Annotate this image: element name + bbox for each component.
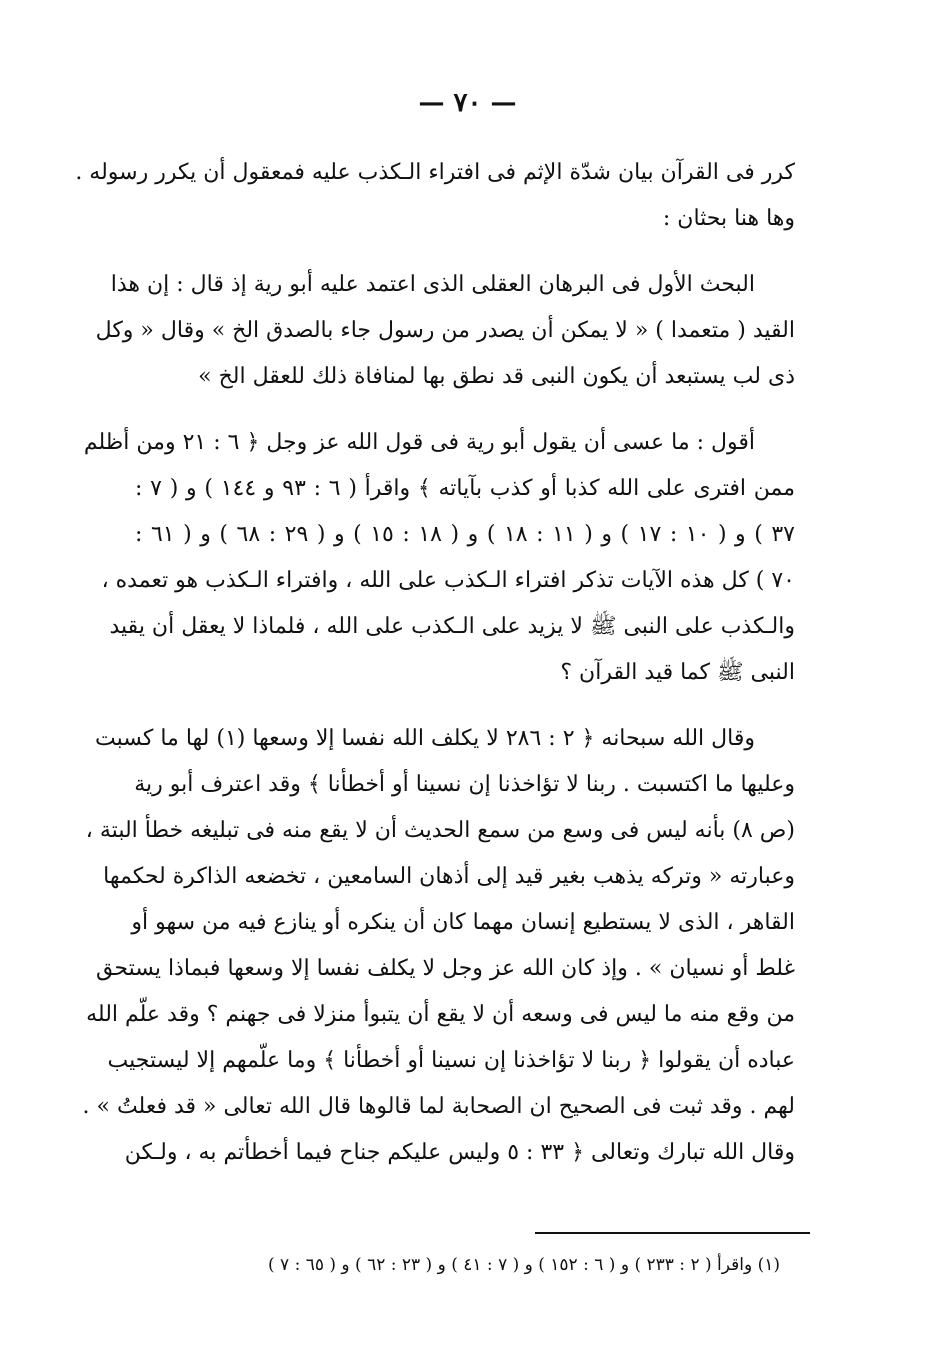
text-line: ٧٠ ) كل هذه الآيات تذكر افتراء الـكذب على الله ، وافتراء الـكذب هو تعمده ،	[101, 568, 795, 593]
text-line: كرر فى القرآن بيان شدّة الإثم فى افتراء الـكذب عليه فمعقول أن يكرر رسوله .	[75, 160, 795, 185]
footnote-divider	[535, 1232, 810, 1234]
text-line: ممن افترى على الله كذبا أو كذب بآياته ﴾ واقرأ ( ٦ : ٩٣ و ١٤٤ ) و ( ٧ :	[135, 476, 796, 501]
text-line: أقول : ما عسى أن يقول أبو رية فى قول الله عز وجل ﴿ ٦ : ٢١ ومن أظلم	[83, 430, 755, 455]
footnote: (١) واقرأ ( ٢ : ٢٣٣ ) و ( ٦ : ١٥٢ ) و ( ٧ : ٤١ ) و ( ٢٣ : ٦٢ ) و ( ٦٥ : ٧ )	[267, 1255, 780, 1275]
text-line: ذى لب يستبعد أن يكون النبى قد نطق بها لمنافاة ذلك للعقل الخ »	[198, 364, 795, 389]
paragraph-4	[82, 716, 795, 1176]
paragraph-1	[75, 150, 795, 242]
text-line: وقال الله تبارك وتعالى ﴿ ٣٣ : ٥ وليس عليكم جناح فيما أخطأتم به ، ولـكن	[124, 1140, 795, 1165]
text-line: البحث الأول فى البرهان العقلى الذى اعتمد عليه أبو رية إذ قال : إن هذا	[110, 272, 755, 297]
page-number: — ٧٠ —	[418, 88, 517, 118]
text-line: وعليها ما اكتسبت . ربنا لا تؤاخذنا إن نسينا أو أخطأنا ﴾ وقد اعترف أبو رية	[134, 772, 795, 797]
text-line: من وقع منه ما ليس فى وسعه أن لا يقع أن يتبوأ منزلا فى جهنم ؟ وقد علّم الله	[86, 1002, 795, 1027]
paragraph-3	[83, 420, 796, 696]
text-line: والـكذب على النبى ﷺ لا يزيد على الـكذب على الله ، فلماذا لا يعقل أن يقيد	[109, 614, 795, 639]
text-line: ٣٧ ) و ( ١٠ : ١٧ ) و ( ١١ : ١٨ ) و ( ١٨ : ١٥ ) و ( ٢٩ : ٦٨ ) و ( ٦١ :	[135, 522, 795, 547]
text-line: القاهر ، الذى لا يستطيع إنسان مهما كان أن ينكره أو ينازع فيه من سهو أو	[131, 910, 795, 935]
text-line: النبى ﷺ كما قيد القرآن ؟	[560, 660, 795, 685]
text-line: وها هنا بحثان :	[662, 206, 795, 231]
text-line: وعبارته « وتركه يذهب بغير قيد إلى أذهان السامعين ، تخضعه الذاكرة لحكمها	[103, 864, 795, 889]
body-text	[75, 150, 796, 1176]
text-line: غلط أو نسيان » . وإذ كان الله عز وجل لا يكلف نفسا إلا وسعها فبماذا يستحق	[96, 956, 795, 981]
text-line: عباده أن يقولوا ﴿ ربنا لا تؤاخذنا إن نسينا أو أخطأنا ﴾ وما علّمهم إلا ليستجيب	[107, 1048, 795, 1073]
text-line: القيد ( متعمدا ) « لا يمكن أن يصدر من رسول جاء بالصدق الخ » وقال « وكل	[95, 318, 795, 343]
text-line: (ص ٨) بأنه ليس فى وسع من سمع الحديث أن لا يقع منه فى تبليغه خطأ البتة ،	[85, 818, 795, 843]
paragraph-2	[95, 262, 795, 400]
text-line: لهم . وقد ثبت فى الصحيح ان الصحابة لما قالوها قال الله تعالى « قد فعلتُ » .	[82, 1094, 795, 1119]
text-line: وقال الله سبحانه ﴿ ٢ : ٢٨٦ لا يكلف الله نفسا إلا وسعها (١) لها ما كسبت	[95, 726, 755, 751]
